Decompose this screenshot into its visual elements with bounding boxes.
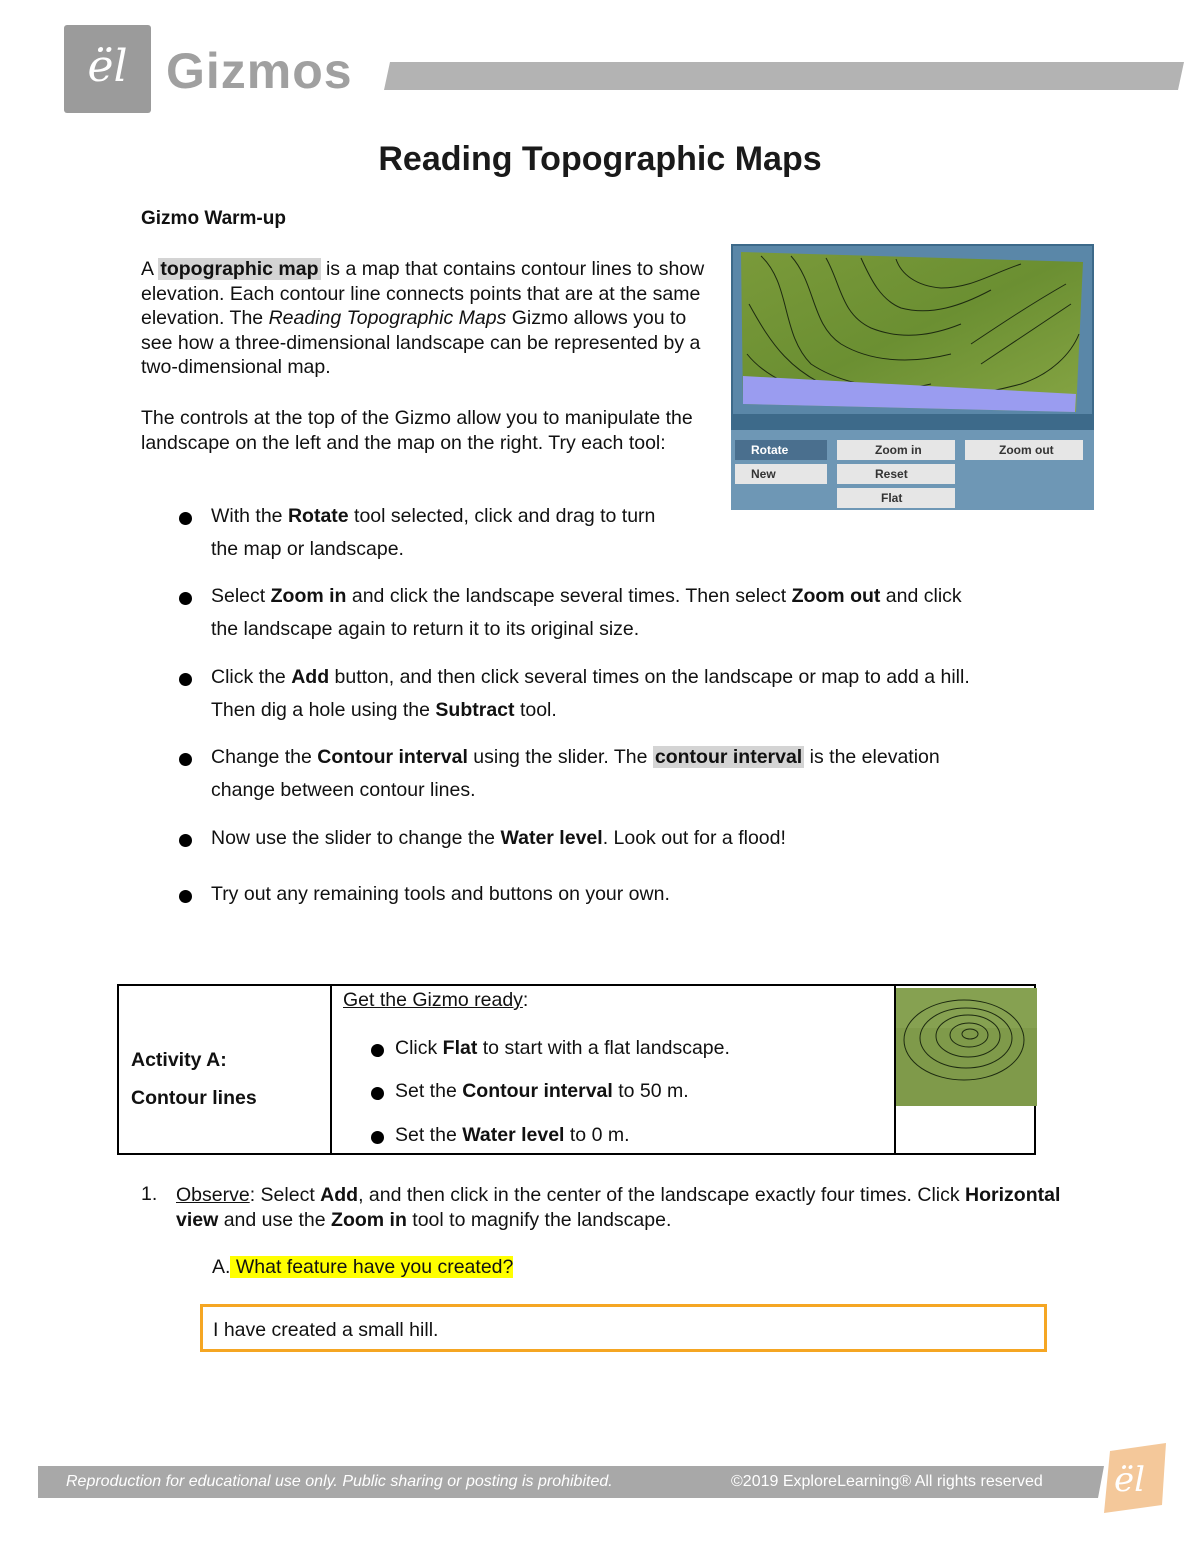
svg-text:Flat: Flat: [881, 491, 903, 505]
term-contour-interval: contour interval: [654, 746, 803, 768]
intro-paragraph: A topographic map is a map that contains contour lines to show elevation. Each contour line connects points that are at the same elevation. The Reading Topographic Maps Gizmo allows you to see how a three-dimensional landscape can be represented by a two-dimensional map.: [141, 258, 705, 379]
warmup-heading: Gizmo Warm-up: [141, 208, 286, 229]
svg-text:Reset: Reset: [875, 467, 908, 481]
footer-logo-icon: [1100, 1443, 1172, 1513]
logo-glyph: ël: [87, 41, 128, 92]
term-topographic-map: topographic map: [160, 258, 319, 280]
bullet-dot: [179, 512, 192, 525]
activity-title: Activity A: Contour lines: [131, 1049, 257, 1109]
svg-text:New: New: [751, 467, 776, 481]
question-number: 1.: [141, 1183, 158, 1205]
activity-table: Activity A: Contour lines Get the Gizmo ready: Click Flat to start with a flat landscape. Set the Contour interval to 50 m. Set the Water level to 0 m.: [117, 984, 1036, 1155]
svg-text:Zoom in: Zoom in: [875, 443, 922, 457]
explorelearning-logo: [64, 25, 151, 113]
header-bar: [384, 62, 1184, 90]
gizmo-screenshot: [731, 244, 1094, 510]
question-text: Observe: Select Add, and then click in the center of the landscape exactly four times. Click Horizontal view and use the Zoom in tool to magnify the landscape.: [176, 1184, 1061, 1231]
bullet-dot: [179, 834, 192, 847]
contour-hill-image: [896, 988, 1037, 1106]
sub-question: A. What feature have you created?: [212, 1256, 514, 1278]
svg-text:ël: ël: [1114, 1460, 1145, 1500]
bullet-dot: [179, 753, 192, 766]
footer-copyright: ©2019 ExploreLearning® All rights reserved: [731, 1473, 1043, 1490]
bullet-dot: [179, 673, 192, 686]
bullet-dot: [179, 592, 192, 605]
controls-paragraph: The controls at the top of the Gizmo allow you to manipulate the landscape on the left and the map on the right. Try each tool:: [141, 407, 693, 454]
answer-field[interactable]: [200, 1304, 1047, 1352]
gizmo-ready-heading: Get the Gizmo ready:: [343, 989, 529, 1011]
bullet-dot: [179, 890, 192, 903]
page-title: Reading Topographic Maps: [378, 140, 822, 178]
gizmos-brand: Gizmos: [166, 43, 353, 99]
answer-text: I have created a small hill.: [213, 1319, 439, 1341]
svg-text:Zoom out: Zoom out: [999, 443, 1054, 457]
svg-text:Rotate: Rotate: [751, 443, 789, 457]
footer-disclaimer: Reproduction for educational use only. Public sharing or posting is prohibited.: [66, 1473, 613, 1490]
